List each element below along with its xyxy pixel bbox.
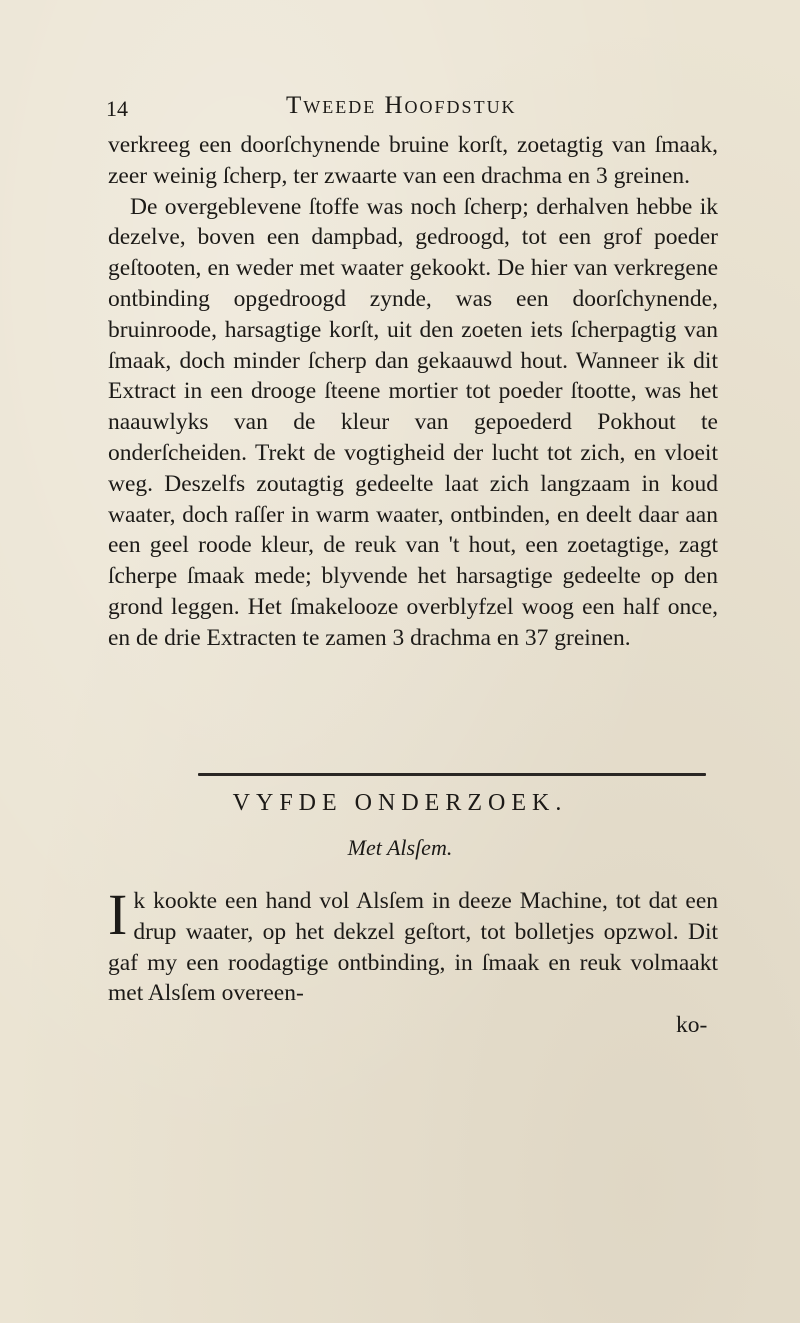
section-body [108, 882, 718, 1009]
section-divider [198, 773, 706, 776]
running-title: Tweede Hoofdstuk [286, 92, 517, 119]
running-head [106, 92, 716, 126]
body-text [108, 130, 718, 654]
section-paragraph-text: k kookte een hand vol Alsſem in deeze Machine, tot dat een drup waater, op het dekzel geſtort, tot bolletjes opzwol. Dit gaf my een roodagtige ontbinding, in ſmaak en reuk volmaakt met Alsſem overeen- [108, 888, 718, 1007]
catchword: ko- [676, 1012, 708, 1038]
drop-cap: I [108, 882, 128, 947]
section-title: VYFDE ONDERZOEK. [232, 790, 568, 816]
page-number: 14 [106, 96, 128, 121]
paragraph-continued: verkreeg een doorſchynende bruine korſt, zoetagtig van ſmaak, zeer weinig ſcherp, ter zwaarte van een drachma en 3 greinen. [108, 132, 718, 189]
paragraph: De overgeblevene ſtoffe was noch ſcherp; derhalven hebbe ik dezelve, boven een dampbad, gedroogd, tot een grof poeder geſtooten, en weder met waater gekookt. De hier van verkregene ontbinding opgedroogd zynde, was een doorſchynende, bruinroode, harsagtige korſt, uit den zoeten iets ſcherpagtig van ſmaak, doch minder ſcherp dan gekaauwd hout. Wanneer ik dit Extract in een drooge ſteene mortier tot poeder ſtootte, was het naauwlyks van de kleur van gepoederd Pokhout te onderſcheiden. Trekt de vogtigheid der lucht tot zich, en vloeit weg. Deszelfs zoutagtig gedeelte laat zich langzaam in koud waater, doch raſſer in warm waater, ontbinden, en deelt daar aan een geel roode kleur, de reuk van 't hout, een zoetagtige, zagt ſcherpe ſmaak mede; blyvende het harsagtige gedeelte op den grond leggen. Het ſmakelooze overblyfzel woog een half once, en de drie Extracten te zamen 3 drachma en 37 greinen. [108, 193, 718, 651]
section-subtitle: Met Alsſem. [347, 835, 453, 860]
section-paragraph [108, 882, 718, 1009]
